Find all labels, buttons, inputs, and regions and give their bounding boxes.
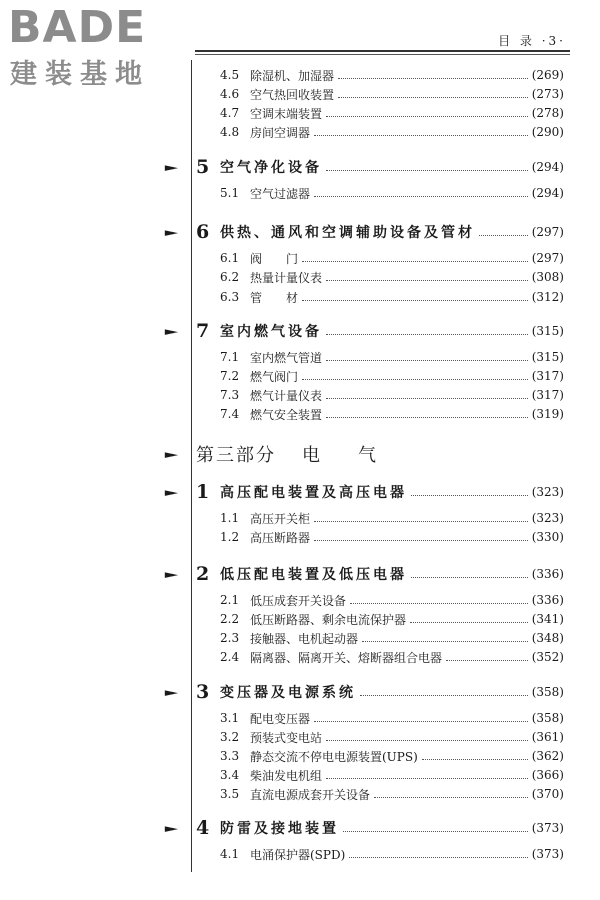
chapter-number: 7 bbox=[196, 320, 210, 342]
section-number: 4.7 bbox=[220, 106, 240, 120]
section-page: (348) bbox=[531, 631, 564, 645]
chapter-page: (297) bbox=[531, 225, 564, 239]
arrow-icon: ► bbox=[164, 485, 179, 499]
header-rule-thin bbox=[195, 54, 570, 55]
section-number: 3.4 bbox=[220, 768, 240, 782]
leader-dots bbox=[314, 134, 528, 136]
chapter-page: (336) bbox=[531, 567, 564, 581]
chapter-title: 变压器及电源系统 bbox=[220, 685, 356, 701]
section-page: (297) bbox=[531, 251, 564, 265]
section-page: (308) bbox=[531, 270, 564, 284]
section-page: (373) bbox=[531, 847, 564, 861]
section-title: 热量计量仪表 bbox=[250, 270, 323, 285]
toc-item bbox=[220, 785, 564, 803]
section-number: 6.1 bbox=[220, 251, 240, 265]
leader-dots bbox=[326, 359, 528, 361]
section-page: (330) bbox=[531, 530, 564, 544]
chapter-title: 室内燃气设备 bbox=[220, 324, 322, 340]
section-title: 隔离器、隔离开关、熔断器组合电器 bbox=[250, 650, 443, 665]
leader-dots bbox=[326, 416, 528, 418]
section-page: (361) bbox=[531, 730, 564, 744]
leader-dots bbox=[326, 777, 528, 779]
section-page: (336) bbox=[531, 593, 564, 607]
leader-dots bbox=[362, 640, 528, 642]
toc-item bbox=[220, 268, 564, 286]
toc-item bbox=[220, 747, 564, 765]
section-number: 2.4 bbox=[220, 650, 240, 664]
section-page: (273) bbox=[531, 87, 564, 101]
toc-item bbox=[220, 648, 564, 666]
leader-dots bbox=[326, 333, 528, 335]
section-number: 5.1 bbox=[220, 186, 240, 200]
section-page: (341) bbox=[531, 612, 564, 626]
section-title: 室内燃气管道 bbox=[250, 350, 323, 365]
leader-dots bbox=[302, 299, 528, 301]
toc-item bbox=[220, 766, 564, 784]
leader-dots bbox=[302, 260, 528, 262]
leader-dots bbox=[410, 621, 528, 623]
toc-item bbox=[220, 249, 564, 267]
logo-wordmark: BADE bbox=[8, 2, 147, 53]
section-number: 7.3 bbox=[220, 388, 240, 402]
logo-chinese: 建装基地 bbox=[10, 59, 150, 90]
leader-dots bbox=[349, 856, 527, 858]
section-number: 4.6 bbox=[220, 87, 240, 101]
section-title: 高压开关柜 bbox=[250, 511, 311, 526]
section-number: 7.4 bbox=[220, 407, 240, 421]
section-title: 预装式变电站 bbox=[250, 730, 323, 745]
chapter-page: (323) bbox=[531, 485, 564, 499]
chapter-page: (294) bbox=[531, 160, 564, 174]
section-page: (366) bbox=[531, 768, 564, 782]
part-subject: 电气 bbox=[302, 445, 414, 466]
section-title: 空气热回收装置 bbox=[250, 87, 335, 102]
leader-dots bbox=[302, 378, 528, 380]
section-page: (315) bbox=[531, 350, 564, 364]
section-page: (319) bbox=[531, 407, 564, 421]
toc-item bbox=[220, 85, 564, 103]
toc-chapter bbox=[164, 816, 564, 840]
leader-dots bbox=[338, 77, 528, 79]
leader-dots bbox=[411, 576, 528, 578]
leader-dots bbox=[374, 796, 528, 798]
leader-dots bbox=[326, 115, 528, 117]
toc-item bbox=[220, 509, 564, 527]
section-page: (323) bbox=[531, 511, 564, 525]
leader-dots bbox=[326, 169, 528, 171]
chapter-number: 2 bbox=[196, 563, 210, 585]
section-title: 燃气计量仪表 bbox=[250, 388, 323, 403]
header-label: 目 录 bbox=[498, 34, 535, 48]
section-title: 柴油发电机组 bbox=[250, 768, 323, 783]
section-title: 管 材 bbox=[250, 290, 299, 305]
leader-dots bbox=[446, 659, 528, 661]
toc-chapter bbox=[164, 562, 564, 586]
section-page: (278) bbox=[531, 106, 564, 120]
section-title: 低压成套开关设备 bbox=[250, 593, 347, 608]
chapter-title: 低压配电装置及低压电器 bbox=[220, 567, 407, 583]
leader-dots bbox=[314, 539, 528, 541]
chapter-title: 供热、通风和空调辅助设备及管材 bbox=[220, 225, 475, 241]
section-number: 4.5 bbox=[220, 68, 240, 82]
toc-chapter bbox=[164, 155, 564, 179]
section-title: 高压断路器 bbox=[250, 530, 311, 545]
leader-dots bbox=[422, 758, 528, 760]
chapter-title: 高压配电装置及高压电器 bbox=[220, 485, 407, 501]
leader-dots bbox=[326, 397, 528, 399]
toc-chapter bbox=[164, 680, 564, 704]
section-number: 2.1 bbox=[220, 593, 240, 607]
leader-dots bbox=[479, 234, 528, 236]
toc-item bbox=[220, 66, 564, 84]
section-number: 3.2 bbox=[220, 730, 240, 744]
header-page-number: ·3· bbox=[541, 34, 566, 48]
toc-item bbox=[220, 591, 564, 609]
chapter-number: 5 bbox=[196, 156, 210, 178]
leader-dots bbox=[343, 830, 528, 832]
leader-dots bbox=[326, 279, 528, 281]
header-rule bbox=[195, 50, 570, 52]
chapter-number: 4 bbox=[196, 817, 210, 839]
toc-item bbox=[220, 184, 564, 202]
section-title: 空调末端装置 bbox=[250, 106, 323, 121]
leader-dots bbox=[314, 520, 528, 522]
toc-item bbox=[220, 405, 564, 423]
chapter-number: 6 bbox=[196, 221, 210, 243]
toc-chapter bbox=[164, 220, 564, 244]
section-number: 6.3 bbox=[220, 290, 240, 304]
section-title: 配电变压器 bbox=[250, 711, 311, 726]
toc-chapter bbox=[164, 319, 564, 343]
section-number: 1.2 bbox=[220, 530, 240, 544]
toc-item bbox=[220, 288, 564, 306]
section-page: (352) bbox=[531, 650, 564, 664]
arrow-icon: ► bbox=[164, 821, 179, 835]
arrow-icon: ► bbox=[164, 160, 179, 174]
section-page: (358) bbox=[531, 711, 564, 725]
section-title: 阀 门 bbox=[250, 251, 299, 266]
section-title: 空气过滤器 bbox=[250, 186, 311, 201]
arrow-icon: ► bbox=[164, 324, 179, 338]
arrow-icon: ► bbox=[164, 225, 179, 239]
toc-item bbox=[220, 348, 564, 366]
section-title: 燃气安全装置 bbox=[250, 407, 323, 422]
leader-dots bbox=[326, 739, 528, 741]
section-page: (317) bbox=[531, 369, 564, 383]
section-number: 4.8 bbox=[220, 125, 240, 139]
section-title: 电涌保护器(SPD) bbox=[250, 847, 346, 862]
leader-dots bbox=[411, 494, 528, 496]
section-title: 燃气阀门 bbox=[250, 369, 299, 384]
chapter-page: (358) bbox=[531, 685, 564, 699]
section-number: 1.1 bbox=[220, 511, 240, 525]
chapter-number: 1 bbox=[196, 481, 210, 503]
section-number: 2.2 bbox=[220, 612, 240, 626]
toc-item bbox=[220, 104, 564, 122]
toc-item bbox=[220, 386, 564, 404]
chapter-title: 空气净化设备 bbox=[220, 160, 322, 176]
section-page: (294) bbox=[531, 186, 564, 200]
toc-item bbox=[220, 845, 564, 863]
section-number: 4.1 bbox=[220, 847, 240, 861]
chapter-page: (315) bbox=[531, 324, 564, 338]
leader-dots bbox=[360, 694, 528, 696]
section-number: 3.5 bbox=[220, 787, 240, 801]
section-page: (317) bbox=[531, 388, 564, 402]
section-title: 直流电源成套开关设备 bbox=[250, 787, 371, 802]
section-number: 6.2 bbox=[220, 270, 240, 284]
section-page: (312) bbox=[531, 290, 564, 304]
section-number: 7.1 bbox=[220, 350, 240, 364]
leader-dots bbox=[338, 96, 528, 98]
toc-item bbox=[220, 123, 564, 141]
section-page: (290) bbox=[531, 125, 564, 139]
arrow-icon: ► bbox=[164, 685, 179, 699]
section-number: 2.3 bbox=[220, 631, 240, 645]
part-heading bbox=[164, 440, 414, 468]
section-title: 房间空调器 bbox=[250, 125, 311, 140]
chapter-number: 3 bbox=[196, 681, 210, 703]
toc-item bbox=[220, 367, 564, 385]
toc-item bbox=[220, 728, 564, 746]
running-header bbox=[498, 32, 566, 49]
section-number: 3.1 bbox=[220, 711, 240, 725]
toc-item bbox=[220, 709, 564, 727]
logo bbox=[8, 2, 188, 96]
section-page: (269) bbox=[531, 68, 564, 82]
toc-item bbox=[220, 610, 564, 628]
section-page: (362) bbox=[531, 749, 564, 763]
leader-dots bbox=[350, 602, 528, 604]
part-title: 第三部分 bbox=[196, 445, 276, 466]
leader-dots bbox=[314, 195, 528, 197]
arrow-icon: ► bbox=[164, 567, 179, 581]
section-title: 除湿机、加湿器 bbox=[250, 68, 335, 83]
section-number: 3.3 bbox=[220, 749, 240, 763]
toc-chapter bbox=[164, 480, 564, 504]
toc-item bbox=[220, 629, 564, 647]
chapter-page: (373) bbox=[531, 821, 564, 835]
leader-dots bbox=[314, 720, 528, 722]
section-title: 低压断路器、剩余电流保护器 bbox=[250, 612, 407, 627]
section-number: 7.2 bbox=[220, 369, 240, 383]
section-page: (370) bbox=[531, 787, 564, 801]
toc-item bbox=[220, 528, 564, 546]
section-title: 静态交流不停电电源装置(UPS) bbox=[250, 749, 418, 764]
arrow-icon: ► bbox=[164, 447, 179, 461]
chapter-title: 防雷及接地装置 bbox=[220, 821, 339, 837]
section-title: 接触器、电机起动器 bbox=[250, 631, 359, 646]
